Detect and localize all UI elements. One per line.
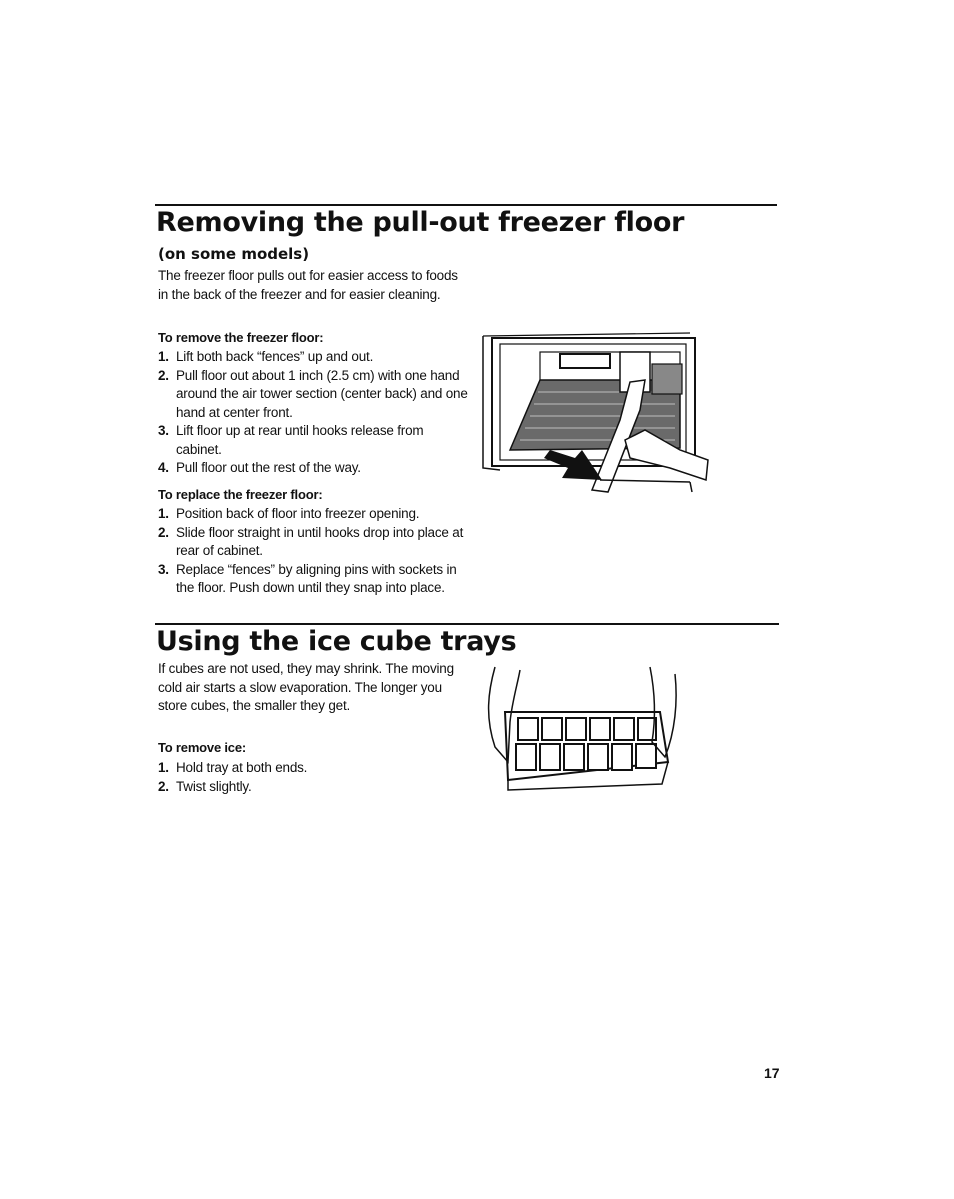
remove-ice-heading: To remove ice: — [158, 740, 246, 755]
section-title-ice-cube-trays: Using the ice cube trays — [156, 626, 517, 657]
list-item: 1. Hold tray at both ends. — [158, 760, 308, 775]
ice-cube-tray-illustration — [480, 662, 685, 797]
list-item: 2. Slide floor straight in until hooks drop into place at rear of cabinet. — [158, 524, 464, 558]
replace-floor-heading: To replace the freezer floor: — [158, 487, 323, 502]
list-item: 2. Pull floor out about 1 inch (2.5 cm) with one hand around the air tower section (center back) and one hand at center front. — [158, 367, 468, 420]
remove-ice-steps — [158, 759, 458, 796]
list-item: 1. Position back of floor into freezer opening. — [158, 506, 420, 521]
replace-floor-steps — [158, 505, 468, 598]
freezer-floor-illustration — [480, 330, 710, 495]
ice-cube-intro: If cubes are not used, they may shrink. The moving cold air starts a slow evaporation. The longer you store cubes, the smaller they get. — [158, 661, 454, 713]
list-item: 4. Pull floor out the rest of the way. — [158, 460, 361, 475]
remove-floor-steps — [158, 348, 468, 478]
section-title-freezer-floor: Removing the pull-out freezer floor — [156, 207, 685, 238]
freezer-floor-intro: The freezer floor pulls out for easier access to foods in the back of the freezer and for easier cleaning. — [158, 268, 458, 302]
page-number: 17 — [764, 1065, 780, 1081]
list-item: 3. Replace “fences” by aligning pins with sockets in the floor. Push down until they snap into place. — [158, 561, 457, 595]
section-subtitle: (on some models) — [158, 245, 310, 263]
list-item: 1. Lift both back “fences” up and out. — [158, 349, 374, 364]
list-item: 2. Twist slightly. — [158, 778, 252, 794]
section-rule — [155, 623, 779, 625]
list-item: 3. Lift floor up at rear until hooks release from cabinet. — [158, 423, 424, 457]
top-rule — [155, 204, 777, 206]
remove-floor-heading: To remove the freezer floor: — [158, 330, 324, 345]
